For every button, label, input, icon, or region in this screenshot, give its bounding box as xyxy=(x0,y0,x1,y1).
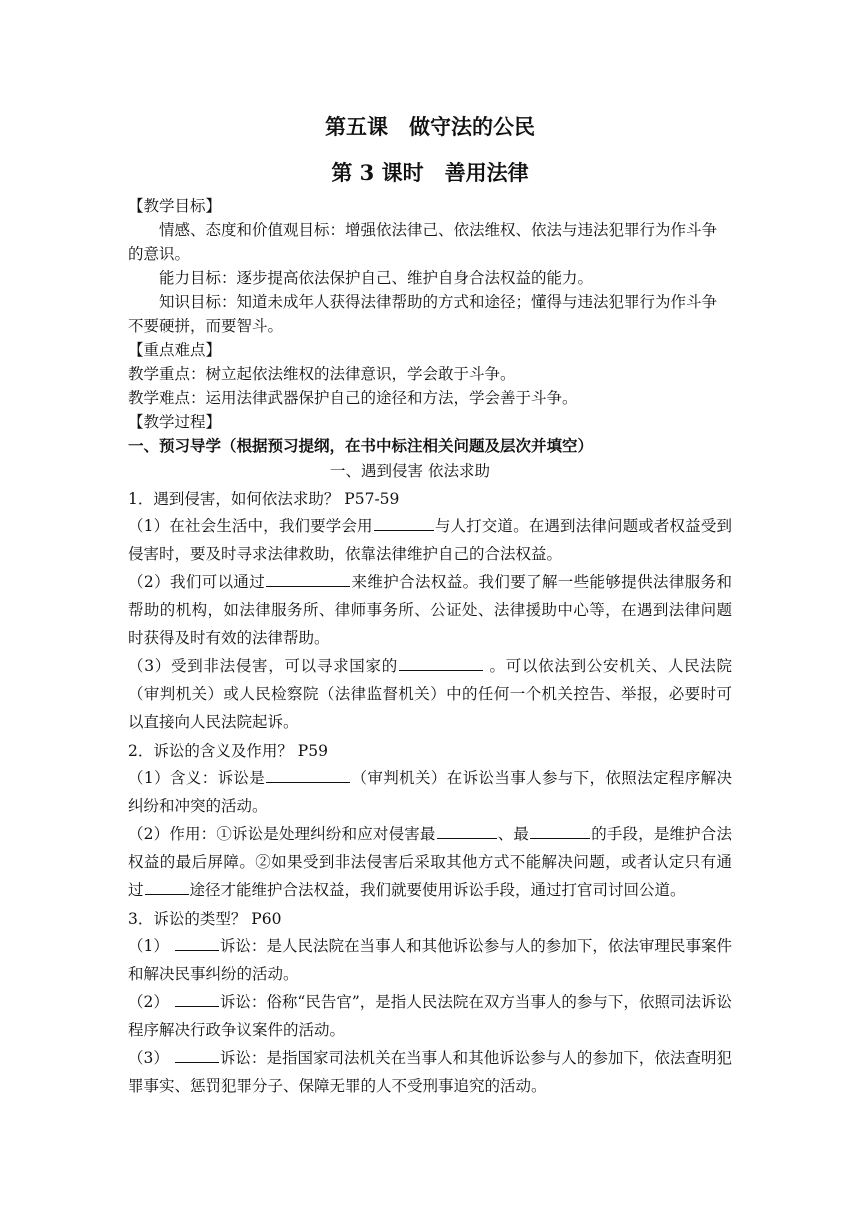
process-heading: 【教学过程】 xyxy=(128,413,222,431)
fill-blank[interactable] xyxy=(266,764,350,783)
fill-blank[interactable] xyxy=(266,568,350,587)
question-1-item-3: （3）受到非法侵害，可以寻求国家的 。可以依法到公安机关、人民法院（审判机关）或人民检察院（法律监督机关）中的任何一个机关控告、举报，必要时可以直接向人民法院起诉。 xyxy=(128,652,732,736)
fill-blank[interactable] xyxy=(175,932,219,951)
fill-blank[interactable] xyxy=(530,820,590,839)
key-point: 教学重点：树立起依法维权的法律意识，学会敢于斗争。 xyxy=(128,365,516,383)
question-1-item-1: （1）在社会生活中，我们要学会用 与人打交道。在遇到法律问题或者权益受到侵害时，要及时寻求法律救助，依靠法律维护自己的合法权益。 xyxy=(128,512,732,568)
lesson-subtitle: 第 3 课时 善用法律 xyxy=(331,160,529,185)
question-3-item-2: （2） 诉讼：俗称“民告官”，是指人民法院在双方当事人的参与下，依照司法诉讼程序解决行政争议案件的活动。 xyxy=(128,988,732,1044)
keypoints-heading: 【重点难点】 xyxy=(128,341,222,359)
question-3-title: 3．诉讼的类型？ P60 xyxy=(128,910,282,928)
subsection-heading: 一、遇到侵害 依法求助 xyxy=(330,462,490,480)
fill-blank[interactable] xyxy=(175,1044,219,1063)
objective-ability: 能力目标：逐步提高依法保护自己、维护自身合法权益的能力。 xyxy=(159,269,594,287)
objectives-heading: 【教学目标】 xyxy=(128,197,222,215)
objective-knowledge: 知识目标：知道未成年人获得法律帮助的方式和途径；懂得与违法犯罪行为作斗争不要硬拼，而要智斗。 xyxy=(128,293,718,335)
question-3-item-3: （3） 诉讼：是指国家司法机关在当事人和其他诉讼参与人的参加下，依法查明犯罪事实、惩罚犯罪分子、保障无罪的人不受刑事追究的活动。 xyxy=(128,1044,732,1100)
question-1-title: 1．遇到侵害，如何依法求助？ P57-59 xyxy=(128,490,400,508)
difficult-point: 教学难点：运用法律武器保护自己的途径和方法，学会善于斗争。 xyxy=(128,389,578,407)
question-1-item-2: （2）我们可以通过 来维护合法权益。我们要了解一些能够提供法律服务和帮助的机构，如法律服务所、律师事务所、公证处、法律援助中心等，在遇到法律问题时获得及时有效的法律帮助。 xyxy=(128,568,732,652)
question-2-item-2: （2）作用：①诉讼是处理纠纷和应对侵害最 、最 的手段，是维护合法权益的最后屏障。②如果受到非法侵害后采取其他方式不能解决问题，或者认定只有通过 途径才能维护合法权益，我们就要使用诉讼手段，通过打官司讨回公道。 xyxy=(128,820,732,904)
question-2-title: 2．诉讼的含义及作用？ P59 xyxy=(128,742,328,760)
fill-blank[interactable] xyxy=(374,512,434,531)
objective-emotion: 情感、态度和价值观目标：增强依法律己、依法维权、依法与违法犯罪行为作斗争的意识。 xyxy=(128,221,718,263)
fill-blank[interactable] xyxy=(145,876,189,895)
fill-blank[interactable] xyxy=(437,820,497,839)
fill-blank[interactable] xyxy=(175,988,219,1007)
lesson-title: 第五课 做守法的公民 xyxy=(325,114,535,139)
question-2-item-1: （1）含义：诉讼是 （审判机关）在诉讼当事人参与下，依照法定程序解决纠纷和冲突的活动。 xyxy=(128,764,732,820)
question-3-item-1: （1） 诉讼：是人民法院在当事人和其他诉讼参与人的参加下，依法审理民事案件和解决民事纠纷的活动。 xyxy=(128,932,732,988)
section-heading: 一、预习导学（根据预习提纲，在书中标注相关问题及层次并填空） xyxy=(128,436,594,455)
fill-blank[interactable] xyxy=(399,652,483,671)
